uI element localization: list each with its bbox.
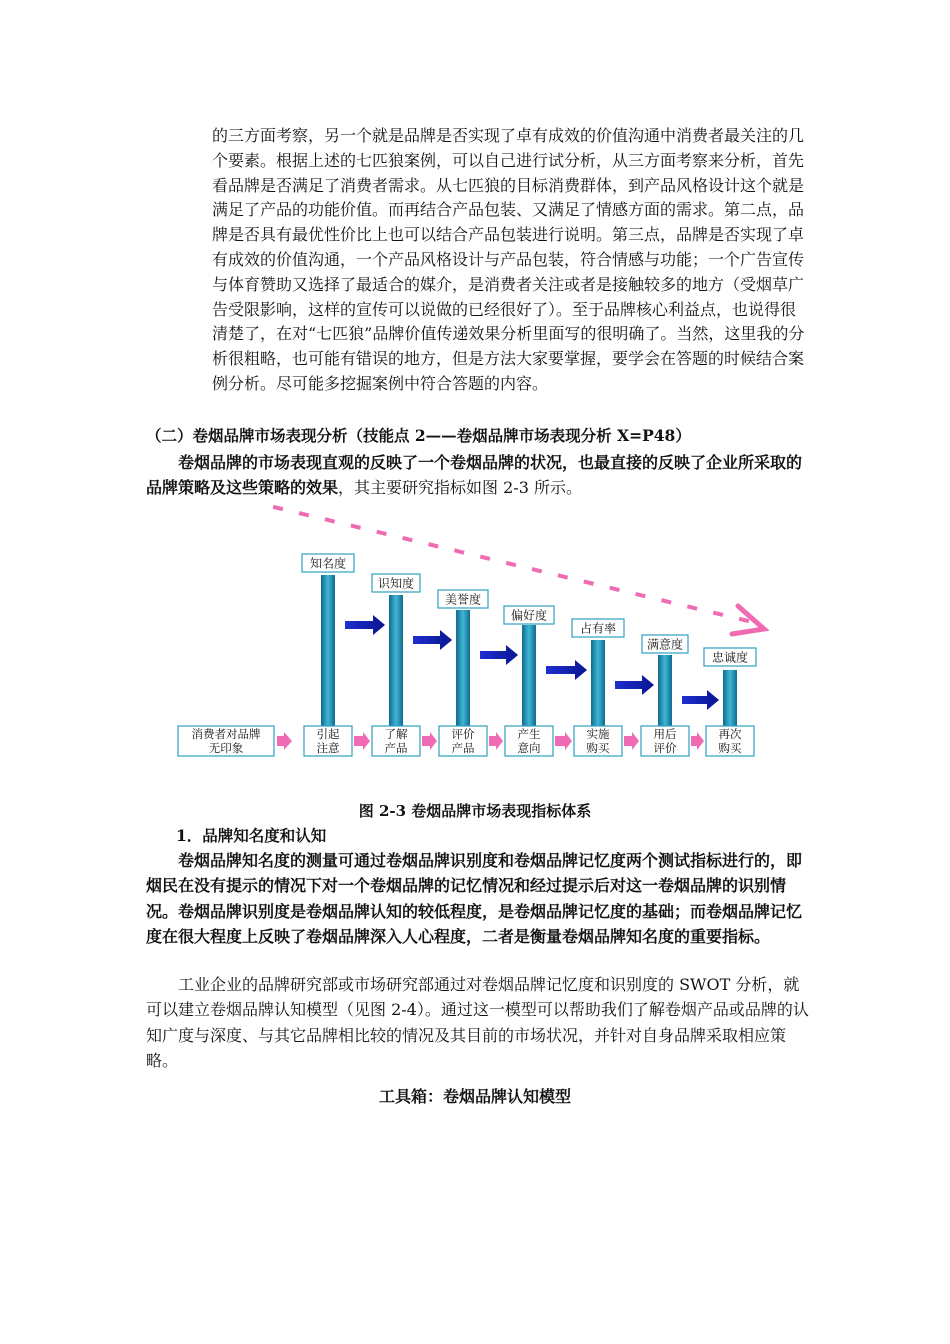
- paragraph-swot: 工业企业的品牌研究部或市场研究部通过对卷烟品牌记忆度和识别度的 SWOT 分析，就可以建立卷烟品牌认知模型（见图 2-4）。通过这一模型可以帮助我们了解卷烟产品或品牌的认知广度与深度、与其它品牌相比较的情况及其目前的市场状况，并针对自身品牌采取相应策略。: [146, 975, 809, 1070]
- indicator-label: 占有率: [579, 621, 617, 636]
- behavior-label: 再次: [718, 727, 742, 741]
- step-arrow: [480, 645, 518, 665]
- step-arrow: [615, 675, 654, 695]
- trend-dash: [713, 611, 724, 617]
- behavior-arrow: [489, 732, 503, 750]
- trend-dash: [454, 548, 465, 554]
- behavior-label: 购买: [586, 741, 610, 755]
- trend-dash: [661, 598, 672, 604]
- trend-dash: [506, 561, 517, 567]
- toolbox-title: 工具箱：卷烟品牌认知模型: [378, 1087, 571, 1106]
- trend-dash: [557, 573, 568, 579]
- trend-dash: [350, 524, 361, 530]
- trend-dash: [635, 592, 646, 598]
- trend-dash: [480, 555, 491, 561]
- behavior-arrow: [277, 732, 292, 750]
- indicator-bar: [591, 640, 605, 728]
- indicator-label: 美誉度: [444, 592, 482, 607]
- section-heading-market-performance: （二）卷烟品牌市场表现分析（技能点 2——卷烟品牌市场表现分析 X=P48）: [146, 426, 691, 445]
- paragraph-awareness: 卷烟品牌知名度的测量可通过卷烟品牌识别度和卷烟品牌记忆度两个测试指标进行的，即烟民在没有提示的情况下对一个卷烟品牌的记忆情况和经过提示后对这一卷烟品牌的识别情况。卷烟品牌识别度是卷烟品牌认知的较低程度，是卷烟品牌记忆度的基础；而卷烟品牌记忆度在很大程度上反映了卷烟品牌深入人心程度，二者是衡量卷烟品牌知名度的重要指标。: [146, 851, 803, 946]
- behavior-arrow: [422, 732, 437, 750]
- behavior-label: 无印象: [208, 741, 244, 755]
- paragraph-market-performance-normal: ，其主要研究指标如图 2-3 所示。: [338, 478, 582, 497]
- behavior-label: 产品: [384, 741, 408, 755]
- step-arrow: [413, 630, 452, 650]
- paragraph-analysis: 的三方面考察，另一个就是品牌是否实现了卓有成效的价值沟通中消费者最关注的几个要素。根据上述的七匹狼案例，可以自己进行试分析，从三方面考察来分析，首先看品牌是否满足了消费者需求。从七匹狼的目标消费群体，到产品风格设计这个就是满足了产品的功能价值。而再结合产品包装、又满足了情感方面的需求。第二点，品牌是否具有最优性价比上也可以结合产品包装进行说明。第三点，品牌是否实现了卓有成效的价值沟通，一个产品风格设计与产品包装，符合情感与功能；一个广告宣传与体育赞助又选择了最适合的媒介，是消费者关注或者是接触较多的地方（受烟草广告受限影响，这样的宣传可以说做的已经很好了）。至于品牌核心利益点，也说得很清楚了，在对“七匹狼”品牌价值传递效果分析里面写的很明确了。当然，这里我的分析很粗略，也可能有错误的地方，但是方法大家要掌握，要学会在答题的时候结合案例分析。尽可能多挖掘案例中符合答题的内容。: [212, 126, 805, 393]
- behavior-label: 产品: [451, 741, 475, 755]
- indicator-bar: [456, 610, 470, 728]
- behavior-label: 用后: [653, 727, 677, 741]
- market-indicator-figure: [176, 500, 776, 765]
- trend-dash: [609, 586, 620, 592]
- behavior-label: 引起: [316, 727, 340, 741]
- indicator-bar: [723, 670, 737, 728]
- behavior-label: 了解: [384, 727, 408, 741]
- indicator-bar: [321, 575, 335, 728]
- behavior-label: 评价: [451, 727, 475, 741]
- step-arrow: [345, 615, 385, 635]
- step-arrow: [546, 660, 587, 680]
- behavior-label: 评价: [653, 741, 677, 755]
- indicator-label: 偏好度: [510, 608, 548, 623]
- indicator-label: 满意度: [646, 637, 684, 652]
- behavior-label: 意向: [517, 741, 541, 755]
- paragraph-market-performance-bold: 卷烟品牌的市场表现直观的反映了一个卷烟品牌的状况，也最直接的反映了企业所采取的品牌策略及这些策略的效果: [146, 453, 803, 497]
- step-arrow: [682, 690, 719, 710]
- behavior-label: 注意: [316, 741, 340, 755]
- behavior-arrow: [624, 732, 639, 750]
- subheading-brand-awareness: 1．品牌知名度和认知: [176, 826, 327, 845]
- behavior-arrow: [555, 732, 572, 750]
- trend-dash: [376, 530, 387, 536]
- behavior-labels: [178, 726, 754, 756]
- trend-dash: [402, 536, 413, 542]
- trend-dash: [273, 505, 284, 511]
- indicator-label: 知名度: [309, 556, 347, 571]
- figure-caption: 图 2-3 卷烟品牌市场表现指标体系: [358, 802, 592, 820]
- paragraph-market-performance: [146, 450, 810, 500]
- behavior-label: 消费者对品牌: [191, 727, 261, 741]
- behavior-arrow: [691, 732, 704, 750]
- behavior-label: 产生: [517, 727, 541, 741]
- indicator-label: 识知度: [377, 576, 415, 591]
- trend-dash: [583, 580, 594, 586]
- indicator-label: 忠诚度: [711, 650, 749, 665]
- trend-dash: [687, 604, 698, 610]
- trend-dash: [324, 517, 335, 523]
- behavior-label: 实施: [586, 727, 610, 741]
- indicator-bar: [658, 655, 672, 728]
- behavior-arrow: [354, 732, 370, 750]
- indicator-bar: [522, 625, 536, 728]
- trend-dash: [532, 567, 543, 573]
- indicator-bar: [389, 595, 403, 728]
- trend-dash: [428, 542, 439, 548]
- behavior-label: 购买: [718, 741, 742, 755]
- trend-dash: [299, 511, 310, 517]
